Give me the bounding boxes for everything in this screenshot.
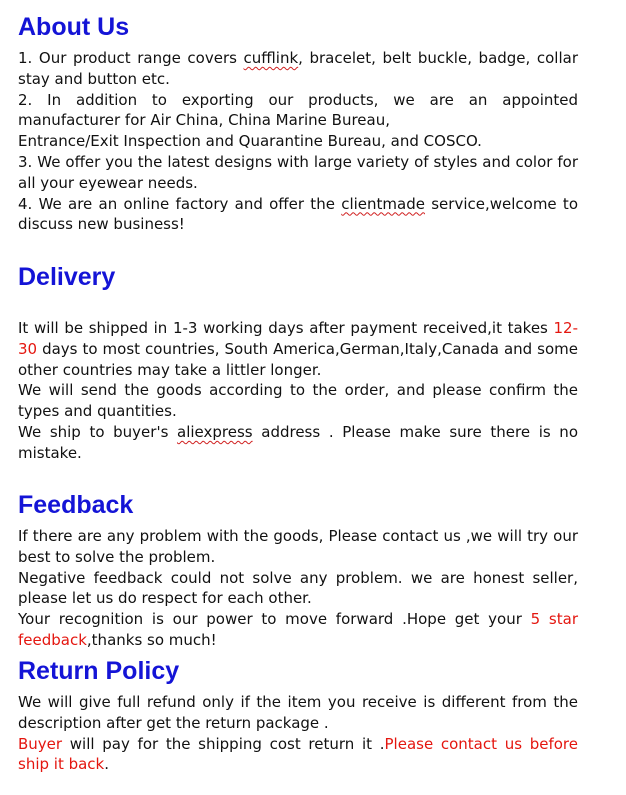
clientmade-word: clientmade (341, 194, 425, 213)
delivery-section (18, 262, 578, 462)
feedback-recognition-note: Your recognition is our power to move forward .Hope get your 5 star feedback,thanks so much! (18, 610, 578, 649)
five-star-highlight: 5 star feedback (18, 610, 578, 649)
about-us-text (18, 48, 578, 235)
feedback-heading: Feedback (18, 491, 134, 519)
return-policy-heading: Return Policy (18, 657, 180, 685)
feedback-respect-note: Negative feedback could not solve any problem. we are honest seller, please let us do respect for each other. (18, 568, 578, 608)
return-refund-note: We will give full refund only if the item you receive is different from the description after get the return package . (18, 693, 578, 732)
about-point-1: 1. Our product range covers cufflink, bracelet, belt buckle, badge, collar stay and button etc. (18, 49, 579, 88)
delivery-days-highlight: 12-30 (18, 319, 578, 358)
buyer-highlight: Buyer (18, 734, 63, 753)
delivery-heading: Delivery (18, 263, 116, 291)
feedback-section (18, 490, 578, 649)
return-policy-text (18, 692, 578, 775)
aliexpress-word: aliexpress (177, 422, 253, 441)
feedback-text (18, 526, 578, 651)
about-point-2-continued: Entrance/Exit Inspection and Quarantine Bureau, and COSCO. (18, 132, 482, 151)
about-point-3: 3. We offer you the latest designs with large variety of styles and color for all your eyewear needs. (18, 152, 578, 192)
about-us-section (18, 12, 579, 234)
delivery-shipping-time: It will be shipped in 1-3 working days after payment received,it takes 12-30 days to most countries, South America,German,Italy,Canada and some other countries may take a littler longer. (18, 319, 578, 379)
about-point-4: 4. We are an online factory and offer the clientmade service,welcome to discuss new business! (18, 194, 578, 234)
contact-before-ship-highlight: Please contact us before ship it back (18, 734, 578, 774)
feedback-contact-note: If there are any problem with the goods, Please contact us ,we will try our best to solve the problem. (18, 527, 578, 566)
return-policy-section (18, 656, 578, 774)
cufflink-word: cufflink (243, 49, 299, 67)
return-shipping-note: Buyer will pay for the shipping cost return it .Please contact us before ship it back. (18, 734, 578, 774)
about-us-heading: About Us (18, 13, 130, 41)
about-point-2: 2. In addition to exporting our products, we are an appointed manufacturer for Air China, China Marine Bureau, (18, 90, 578, 130)
delivery-address-note: We ship to buyer's aliexpress address . Please make sure there is no mistake. (18, 422, 578, 462)
delivery-confirm-note: We will send the goods according to the order, and please confirm the types and quantities. (18, 381, 578, 421)
delivery-text (18, 318, 578, 464)
